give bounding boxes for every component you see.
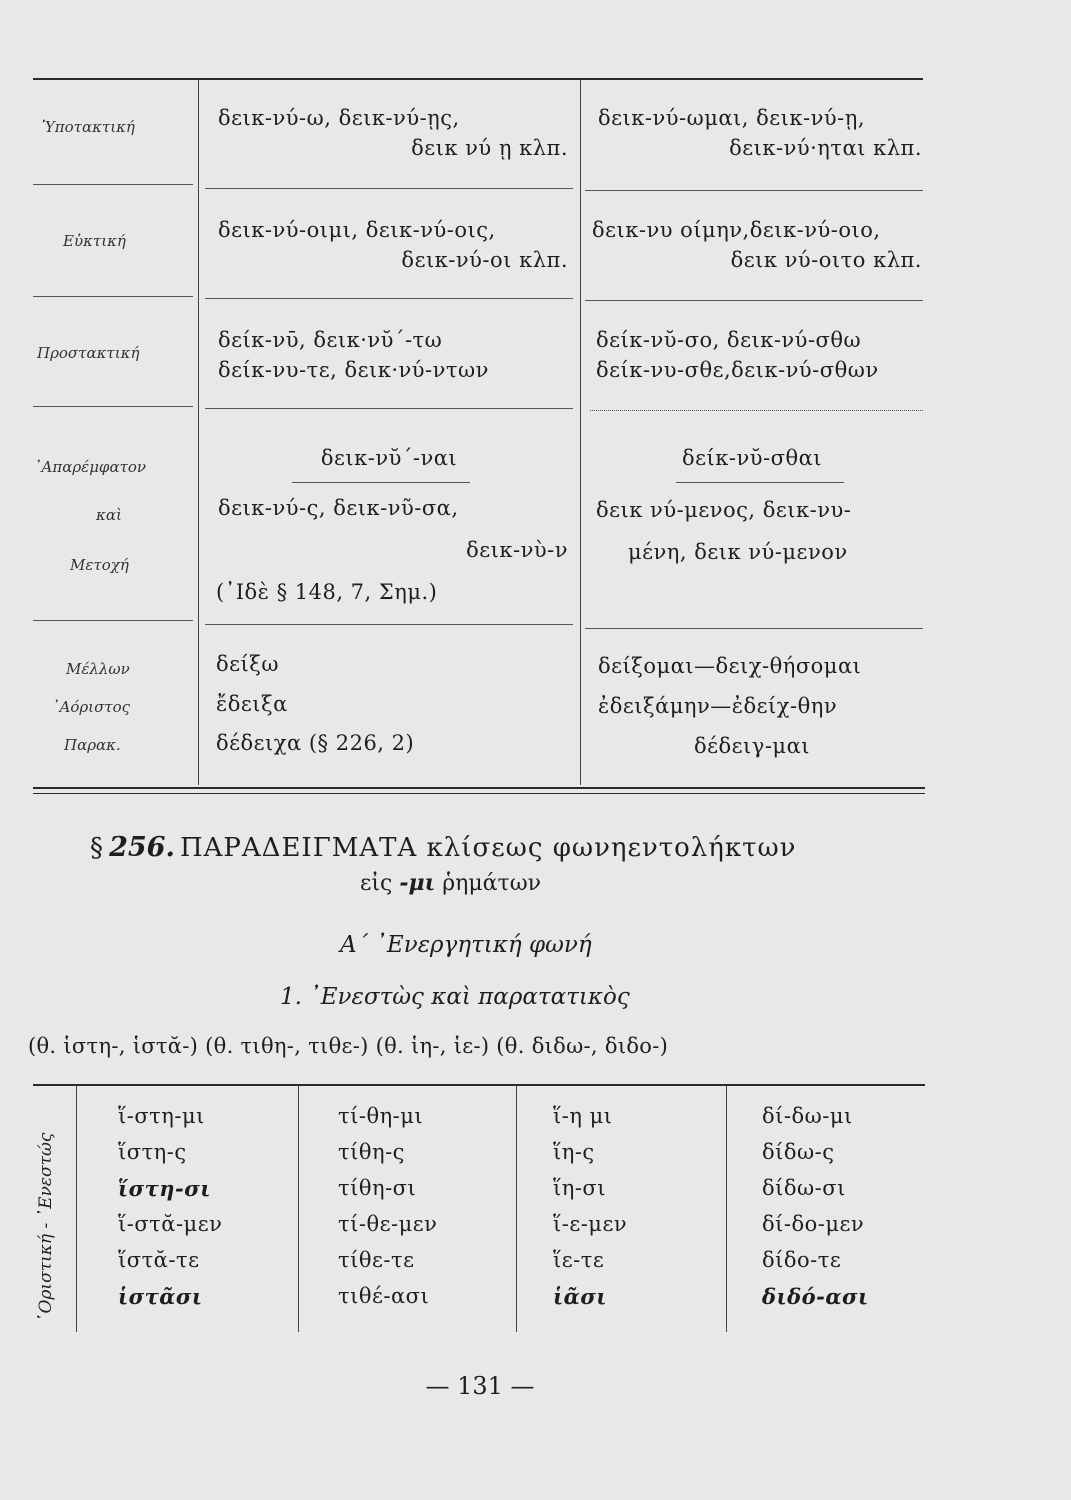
tense-label-aorist: ᾿Αόριστος bbox=[52, 698, 131, 716]
didomi-1sg: δί-δω-μι bbox=[762, 1104, 853, 1128]
mood-label-subjunctive: Ὑποτακτική bbox=[42, 118, 135, 136]
histemi-3sg: ἵστη-σι bbox=[118, 1176, 211, 1201]
middle-infinitive: δείκ-νῠ-σθαι bbox=[682, 446, 822, 470]
active-participle-line2: δεικ-νὺ-ν bbox=[466, 538, 568, 562]
tithemi-1pl: τί-θε-μεν bbox=[338, 1212, 438, 1236]
tense-label-perfect: Παρακ. bbox=[64, 736, 121, 754]
hiemi-3sg: ἵη-σι bbox=[553, 1176, 606, 1200]
tense-label-future: Μέλλων bbox=[66, 660, 130, 678]
subtitle-pre: εἰς bbox=[360, 871, 393, 896]
future-middle: δείξομαι—δειχ-θήσομαι bbox=[598, 654, 862, 678]
tithemi-2sg: τίθη-ς bbox=[338, 1140, 405, 1164]
didomi-2pl: δίδο-τε bbox=[762, 1248, 842, 1272]
tithemi-3sg: τίθη-σι bbox=[338, 1176, 417, 1200]
didomi-2sg: δίδω-ς bbox=[762, 1140, 835, 1164]
optative-active-line2: δεικ-νύ-οι κλπ. bbox=[401, 248, 568, 272]
optative-middle-line1: δεικ-νυ οίμην,δεικ-νύ-οιο, bbox=[592, 218, 881, 242]
label-infinitive: ᾿Απαρέμφατον bbox=[34, 458, 147, 476]
histemi-2pl: ἵστᾰ-τε bbox=[118, 1248, 200, 1272]
side-label-indicative-present: ῾Οριστική - ᾿Ενεστώς bbox=[36, 1132, 56, 1322]
histemi-2sg: ἵστη-ς bbox=[118, 1140, 187, 1164]
tithemi-2pl: τίθε-τε bbox=[338, 1248, 415, 1272]
middle-participle-line2: μένη, δεικ νύ-μενον bbox=[628, 540, 848, 564]
hiemi-2pl: ἵε-τε bbox=[553, 1248, 605, 1272]
tithemi-1sg: τί-θη-μι bbox=[338, 1104, 424, 1128]
subjunctive-active-line1: δεικ-νύ-ω, δεικ-νύ-ῃς, bbox=[218, 106, 460, 130]
active-participle-line1: δεικ-νύ-ς, δεικ-νῦ-σα, bbox=[218, 496, 459, 520]
hiemi-2sg: ἵη-ς bbox=[553, 1140, 595, 1164]
imperative-active-line1: δείκ-νῡ, δεικ·νῠ΄-τω bbox=[218, 328, 443, 352]
aorist-middle: ἐδειξάμην—ἐδείχ-θην bbox=[598, 694, 838, 718]
imperative-active-line2: δείκ-νυ-τε, δεικ·νύ-ντων bbox=[218, 358, 489, 382]
subtitle-mi: -μι bbox=[399, 870, 436, 896]
active-infinitive: δεικ-νῠ΄-ναι bbox=[320, 446, 458, 470]
aorist-active: ἔδειξα bbox=[216, 692, 288, 716]
section-number: 256. bbox=[109, 832, 175, 863]
subjunctive-middle-line2: δεικ-νύ·ηται κλπ. bbox=[729, 136, 922, 160]
stems-line: (θ. ἱστη-, ἱστᾰ-) (θ. τιθη-, τιθε-) (θ. ἱη-, ἱε-) (θ. διδω-, διδο-) bbox=[28, 1034, 669, 1058]
page-number: — 131 — bbox=[425, 1372, 535, 1400]
future-active: δείξω bbox=[216, 652, 279, 676]
subjunctive-middle-line1: δεικ-νύ-ωμαι, δεικ-νύ-ῃ, bbox=[598, 106, 866, 130]
hiemi-3pl: ἱᾶσι bbox=[553, 1284, 607, 1309]
mood-label-optative: Εὐκτική bbox=[63, 232, 126, 250]
hiemi-1pl: ἵ-ε-μεν bbox=[553, 1212, 628, 1236]
label-and: καὶ bbox=[96, 506, 122, 524]
optative-middle-line2: δεικ νύ-οιτο κλπ. bbox=[730, 248, 922, 272]
histemi-1pl: ἵ-στᾰ-μεν bbox=[118, 1212, 223, 1236]
section-title: ΠΑΡΑΔΕΙΓΜΑΤΑ κλίσεως φωνηεντολήκτων bbox=[179, 833, 797, 863]
section-symbol: § bbox=[90, 833, 104, 863]
histemi-1sg: ἵ-στη-μι bbox=[118, 1104, 205, 1128]
section-heading bbox=[90, 832, 797, 863]
optative-active-line1: δεικ-νύ-οιμι, δεικ-νύ-οις, bbox=[218, 218, 496, 242]
mood-label-imperative: Προστακτική bbox=[37, 344, 140, 362]
didomi-1pl: δί-δο-μεν bbox=[762, 1212, 865, 1236]
subtitle-post: ῥημάτων bbox=[442, 871, 542, 896]
hiemi-1sg: ἵ-η μι bbox=[553, 1104, 613, 1128]
perfect-active: δέδειχα (§ 226, 2) bbox=[216, 731, 415, 755]
section-subtitle bbox=[360, 870, 541, 896]
subjunctive-active-line2: δεικ νύ ῃ κλπ. bbox=[411, 136, 568, 160]
tithemi-3pl: τιθέ-ασι bbox=[338, 1284, 430, 1308]
histemi-3pl: ἱστᾶσι bbox=[118, 1284, 203, 1309]
tense-heading: 1. ᾿Ενεστὼς καὶ παρατατικὸς bbox=[280, 984, 630, 1010]
voice-heading: Α΄ ᾿Ενεργητική φωνή bbox=[340, 932, 592, 958]
didomi-3sg: δίδω-σι bbox=[762, 1176, 846, 1200]
didomi-3pl: διδό-ασι bbox=[762, 1284, 869, 1309]
label-participle: Μετοχή bbox=[70, 556, 129, 574]
perfect-middle: δέδειγ-μαι bbox=[694, 734, 810, 758]
middle-participle-line1: δεικ νύ-μενος, δεικ-νυ- bbox=[596, 498, 852, 522]
imperative-middle-line1: δείκ-νῠ-σο, δεικ-νύ-σθω bbox=[596, 328, 862, 352]
imperative-middle-line2: δείκ-νυ-σθε,δεικ-νύ-σθων bbox=[596, 358, 879, 382]
participle-reference: (᾿Ιδὲ § 148, 7, Σημ.) bbox=[216, 580, 438, 604]
